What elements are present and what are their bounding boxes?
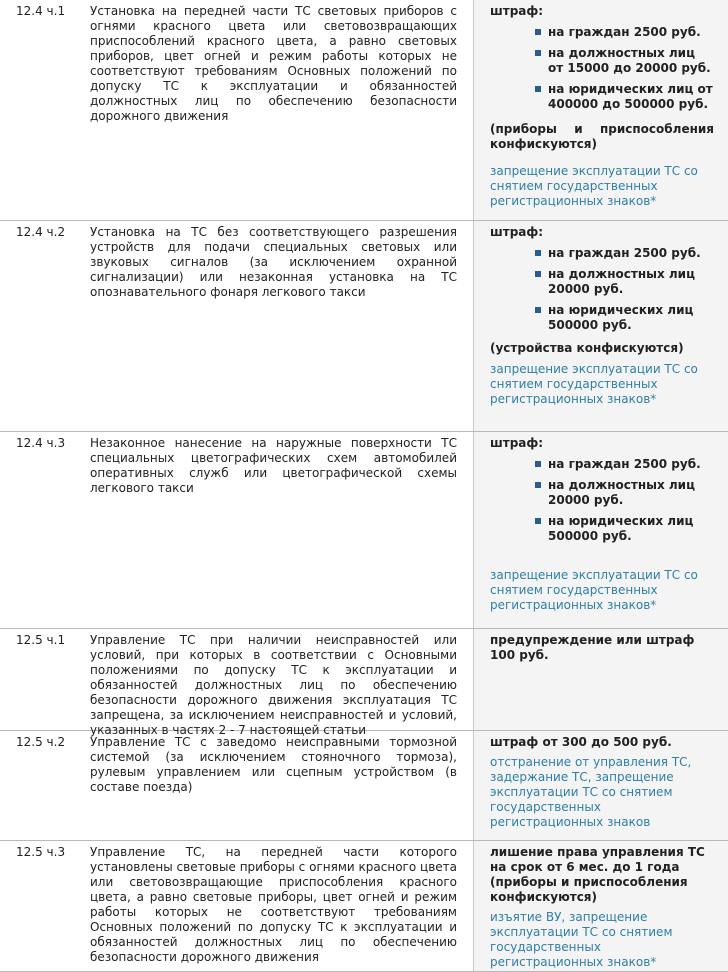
article-number: 12.5 ч.3	[16, 845, 66, 859]
penalty-cell	[473, 629, 728, 730]
fine-item: на юридических лиц 500000 руб.	[535, 514, 714, 544]
violation-description: Управление ТС, на передней части которого установлены световые приборы с огнями красного цвета или световозвращающие приспособления красного цвета, а равно световые приборы, цвет огней и режим работы которых не соответствуют требованиям Основных положений по допуску ТС к эксплуатации и обязанностей должностных лиц по обеспечению безопасности дорожного движения	[90, 845, 457, 964]
fine-item: на должностных лиц 20000 руб.	[535, 267, 714, 297]
table-row	[0, 629, 728, 737]
table-row	[0, 731, 728, 841]
violation-description: Управление ТС с заведомо неисправными тормозной системой (за исключением стояночного тормоза), рулевым управлением или сцепным устройством (в составе поезда)	[90, 735, 457, 794]
article-number: 12.4 ч.2	[16, 225, 66, 239]
penalty-cell	[473, 731, 728, 840]
article-number: 12.5 ч.1	[16, 633, 66, 647]
penalty-heading: штраф:	[490, 225, 544, 239]
square-bullet-icon	[535, 29, 541, 35]
fine-item: на должностных лиц 20000 руб.	[535, 478, 714, 508]
penalty-heading: штраф:	[490, 4, 544, 18]
fine-item: на юридических лиц 500000 руб.	[535, 303, 714, 333]
penalty-cell	[473, 841, 728, 971]
fine-item: на должностных лиц от 15000 до 20000 руб.	[535, 46, 714, 76]
additional-measure: изъятие ВУ, запрещение эксплуатации ТС со снятием государственных регистрационных знаков*	[490, 910, 673, 969]
violation-description: Управление ТС при наличии неисправностей или условий, при которых в соответствии с Основными положениями по допуску ТС к эксплуатации и обязанностей должностных лиц по обеспечению безопасности дорожного движения эксплуатация ТС запрещена, за исключением неисправностей и условий, указанных в частях 2 - 7 настоящей статьи	[90, 633, 457, 737]
article-number: 12.5 ч.2	[16, 735, 66, 749]
violation-description: Установка на передней части ТС световых приборов с огнями красного цвета или световозвращающих приспособлений красного цвета, а равно световых приборов, цвет огней и режим работы которых не соответствуют требованиям Основных положений по допуску ТС к эксплуатации и обязанностей должностных лиц по обеспечению безопасности дорожного движения	[90, 4, 457, 123]
additional-measure: запрещение эксплуатации ТС со снятием государственных регистрационных знаков*	[490, 568, 698, 612]
square-bullet-icon	[535, 86, 541, 92]
penalty-heading: лишение права управления ТС на срок от 6 мес. до 1 года (приборы и приспособления конфискуются)	[490, 845, 705, 904]
penalty-heading: штраф:	[490, 436, 544, 450]
square-bullet-icon	[535, 250, 541, 256]
penalty-cell	[473, 432, 728, 628]
square-bullet-icon	[535, 461, 541, 467]
additional-measure: запрещение эксплуатации ТС со снятием государственных регистрационных знаков*	[490, 362, 698, 406]
penalty-heading: штраф от 300 до 500 руб.	[490, 735, 672, 749]
additional-measure: отстранение от управления ТС, задержание ТС, запрещение эксплуатации ТС со снятием государственных регистрационных знаков	[490, 755, 692, 829]
table-row	[0, 221, 728, 432]
fine-list	[490, 25, 714, 112]
penalty-cell	[473, 0, 728, 220]
fine-item: на граждан 2500 руб.	[535, 246, 714, 261]
square-bullet-icon	[535, 50, 541, 56]
fine-item: на граждан 2500 руб.	[535, 25, 714, 40]
square-bullet-icon	[535, 518, 541, 524]
confiscation-note: (устройства конфискуются)	[490, 341, 684, 355]
violation-description: Установка на ТС без соответствующего разрешения устройств для подачи специальных световых или звуковых сигналов (за исключением охранной сигнализации) или незаконная установка на ТС опознавательного фонаря легкового такси	[90, 225, 457, 299]
penalty-cell	[473, 221, 728, 431]
table-row	[0, 841, 728, 972]
article-number: 12.4 ч.1	[16, 4, 66, 18]
table-row	[0, 432, 728, 629]
square-bullet-icon	[535, 307, 541, 313]
fine-item: на граждан 2500 руб.	[535, 457, 714, 472]
confiscation-note: (приборы и приспособления конфискуются)	[490, 122, 714, 151]
fine-item: на юридических лиц от 400000 до 500000 руб.	[535, 82, 714, 112]
table-row	[0, 0, 728, 221]
square-bullet-icon	[535, 271, 541, 277]
square-bullet-icon	[535, 482, 541, 488]
article-number: 12.4 ч.3	[16, 436, 66, 450]
fine-list	[490, 457, 714, 544]
penalty-heading: предупреждение или штраф 100 руб.	[490, 633, 695, 662]
additional-measure: запрещение эксплуатации ТС со снятием государственных регистрационных знаков*	[490, 164, 698, 208]
fine-list	[490, 246, 714, 333]
violation-description: Незаконное нанесение на наружные поверхности ТС специальных цветографических схем автомобилей оперативных служб или цветографической схемы легкового такси	[90, 436, 457, 495]
